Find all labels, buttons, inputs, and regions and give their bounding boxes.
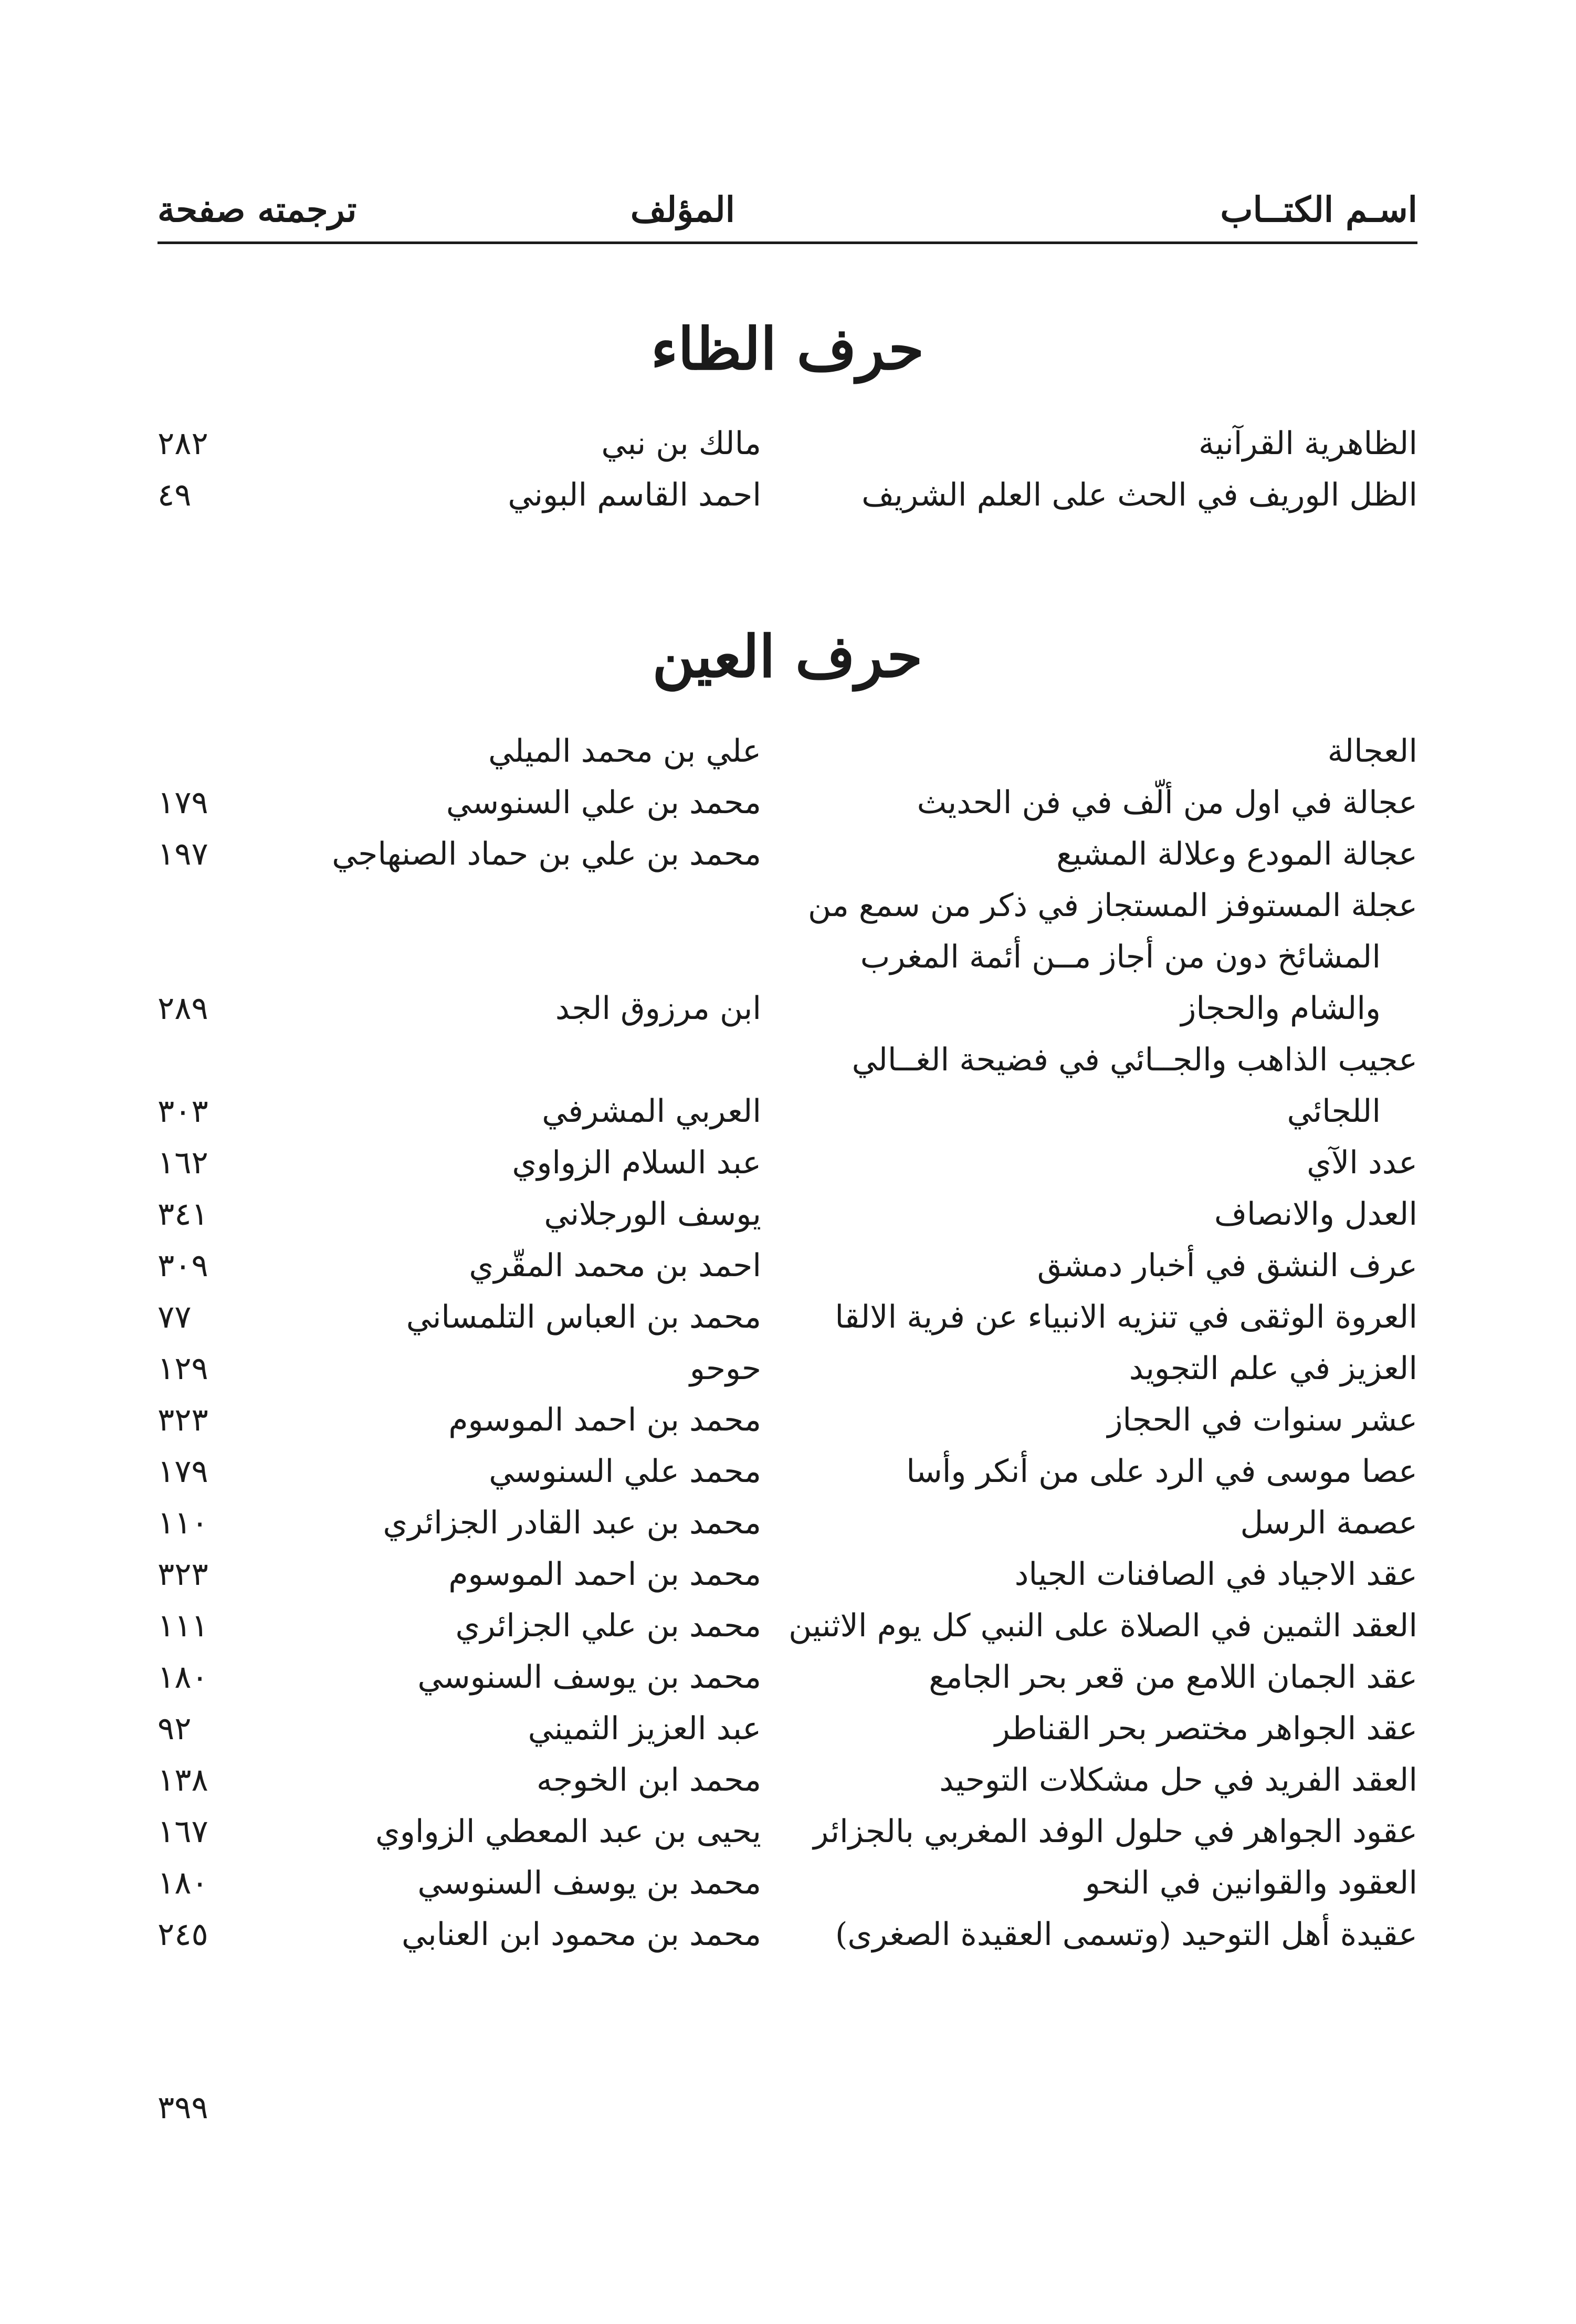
page-reference: ١١٠ xyxy=(157,1505,208,1541)
book-title: العقود والقوانين في النحو xyxy=(1085,1865,1417,1901)
index-row xyxy=(157,1088,1417,1135)
page-reference: ٣٢٣ xyxy=(157,1402,208,1438)
page-reference: ١٦٧ xyxy=(157,1813,208,1850)
page-reference: ١٦٢ xyxy=(157,1144,208,1181)
author-name: احمد بن محمد المقّري xyxy=(469,1247,761,1284)
book-title: العقد الثمين في الصلاة على النبي كل يوم الاثنين xyxy=(789,1607,1417,1644)
page-reference: ٣٤١ xyxy=(157,1196,208,1233)
column-header xyxy=(157,178,1417,244)
author-name: محمد بن علي الجزائري xyxy=(455,1607,761,1644)
book-title: عصا موسى في الرد على من أنكر وأسا xyxy=(906,1453,1417,1490)
index-row xyxy=(157,1911,1417,1958)
index-row xyxy=(157,779,1417,826)
author-name: محمد بن عبد القادر الجزائري xyxy=(383,1505,761,1541)
book-title: العجالة xyxy=(1327,733,1417,770)
author-name: محمد بن احمد الموسوم xyxy=(448,1556,761,1593)
page-reference: ٢٤٥ xyxy=(157,1916,208,1953)
author-name: علي بن محمد الميلي xyxy=(488,733,761,770)
author-name: محمد علي السنوسي xyxy=(489,1453,761,1490)
index-row xyxy=(157,1448,1417,1495)
author-name: مالك بن نبي xyxy=(601,425,761,462)
page-reference: ٩٢ xyxy=(157,1710,192,1747)
page-number: ٣٩٩ xyxy=(157,2089,208,2126)
book-title: عرف النشق في أخبار دمشق xyxy=(1037,1247,1417,1284)
index-row xyxy=(157,830,1417,878)
page-reference: ١٧٩ xyxy=(157,784,208,821)
index-row xyxy=(157,1036,1417,1084)
book-title: عقد الجواهر مختصر بحر القناطر xyxy=(994,1710,1417,1747)
index-row xyxy=(157,933,1417,981)
index-row xyxy=(157,1551,1417,1598)
index-row xyxy=(157,1191,1417,1238)
book-title: والشام والحجاز xyxy=(1181,990,1381,1027)
author-name: محمد بن محمود ابن العنابي xyxy=(401,1916,761,1953)
book-title: عشر سنوات في الحجاز xyxy=(1107,1402,1417,1438)
index-row xyxy=(157,1808,1417,1855)
page-reference: ١١١ xyxy=(157,1607,208,1644)
book-title: اللجائي xyxy=(1287,1093,1381,1130)
page-reference: ١٨٠ xyxy=(157,1659,208,1696)
author-name: العربي المشرفي xyxy=(542,1093,761,1130)
page-reference: ٧٧ xyxy=(157,1299,192,1335)
author-name: محمد بن علي السنوسي xyxy=(446,784,761,821)
index-row xyxy=(157,1294,1417,1341)
index-row xyxy=(157,1602,1417,1649)
section-heading: حرف العين xyxy=(652,623,923,690)
book-title: العزيز في علم التجويد xyxy=(1129,1350,1417,1387)
index-row xyxy=(157,1396,1417,1444)
author-name: ابن مرزوق الجد xyxy=(555,990,761,1027)
author-name: محمد بن يوسف السنوسي xyxy=(417,1659,761,1696)
index-row xyxy=(157,471,1417,519)
index-row xyxy=(157,1242,1417,1289)
book-title: عجالة المودع وعلالة المشيع xyxy=(1056,836,1417,872)
index-row xyxy=(157,1345,1417,1392)
author-name: احمد القاسم البوني xyxy=(508,477,761,513)
book-title: عقد الجمان اللامع من قعر بحر الجامع xyxy=(929,1659,1417,1696)
page-reference: ١٧٩ xyxy=(157,1453,208,1490)
author-name: محمد بن العباس التلمساني xyxy=(406,1299,761,1335)
author-name: يوسف الورجلاني xyxy=(544,1196,761,1233)
author-name: محمد بن احمد الموسوم xyxy=(448,1402,761,1438)
author-name: محمد بن يوسف السنوسي xyxy=(417,1865,761,1901)
book-title: عقد الاجياد في الصافنات الجياد xyxy=(1014,1556,1417,1593)
book-title: الظاهرية القرآنية xyxy=(1198,425,1417,462)
book-title: المشائخ دون من أجاز مــن أئمة المغرب xyxy=(860,939,1381,975)
book-title: عجيب الذاهب والجــائي في فضيحة الغــالي xyxy=(852,1042,1417,1078)
page-reference: ١٣٨ xyxy=(157,1762,208,1799)
author-name: محمد ابن الخوجه xyxy=(536,1762,761,1799)
book-title: العقد الفريد في حل مشكلات التوحيد xyxy=(939,1762,1417,1799)
index-row xyxy=(157,1705,1417,1752)
author-name: عبد السلام الزواوي xyxy=(512,1144,761,1181)
book-title: عقيدة أهل التوحيد (وتسمى العقيدة الصغرى) xyxy=(835,1916,1417,1953)
header-author: المؤلف xyxy=(630,189,735,230)
author-name: عبد العزيز الثميني xyxy=(528,1710,761,1747)
author-name: حوحو xyxy=(689,1350,761,1387)
author-name: محمد بن علي بن حماد الصنهاجي xyxy=(332,836,761,872)
page-reference: ٢٨٢ xyxy=(157,425,208,462)
index-row xyxy=(157,985,1417,1032)
index-row xyxy=(157,1139,1417,1186)
book-title: عجالة في اول من ألّف في فن الحديث xyxy=(917,784,1417,821)
index-row xyxy=(157,1859,1417,1907)
index-row xyxy=(157,420,1417,467)
page-reference: ٣٠٩ xyxy=(157,1247,208,1284)
book-title: عقود الجواهر في حلول الوفد المغربي بالجزائر xyxy=(813,1813,1417,1850)
header-title: اسـم الكتــاب xyxy=(1220,189,1417,230)
page-reference: ٣٠٣ xyxy=(157,1093,208,1130)
book-title: عصمة الرسل xyxy=(1240,1505,1417,1541)
book-title: العدل والانصاف xyxy=(1214,1196,1417,1233)
book-title: العروة الوثقى في تنزيه الانبياء عن فرية الالقا xyxy=(835,1299,1417,1335)
book-title: عجلة المستوفز المستجاز في ذكر من سمع من xyxy=(808,887,1417,924)
book-title: عدد الآي xyxy=(1307,1144,1417,1181)
page-reference: ١٢٩ xyxy=(157,1350,208,1387)
page-reference: ١٩٧ xyxy=(157,836,208,872)
index-row xyxy=(157,1757,1417,1804)
section-heading: حرف الظاء xyxy=(650,315,924,383)
page-reference: ٣٢٣ xyxy=(157,1556,208,1593)
author-name: يحيى بن عبد المعطي الزواوي xyxy=(375,1813,761,1850)
document-page xyxy=(157,157,1417,2205)
page-reference: ١٨٠ xyxy=(157,1865,208,1901)
index-row xyxy=(157,728,1417,775)
page-reference: ٢٨٩ xyxy=(157,990,208,1027)
book-title: الظل الوريف في الحث على العلم الشريف xyxy=(861,477,1417,513)
index-row xyxy=(157,1499,1417,1547)
index-row xyxy=(157,882,1417,929)
header-page: ترجمته صفحة xyxy=(157,189,357,230)
index-row xyxy=(157,1654,1417,1701)
page-reference: ٤٩ xyxy=(157,477,192,513)
